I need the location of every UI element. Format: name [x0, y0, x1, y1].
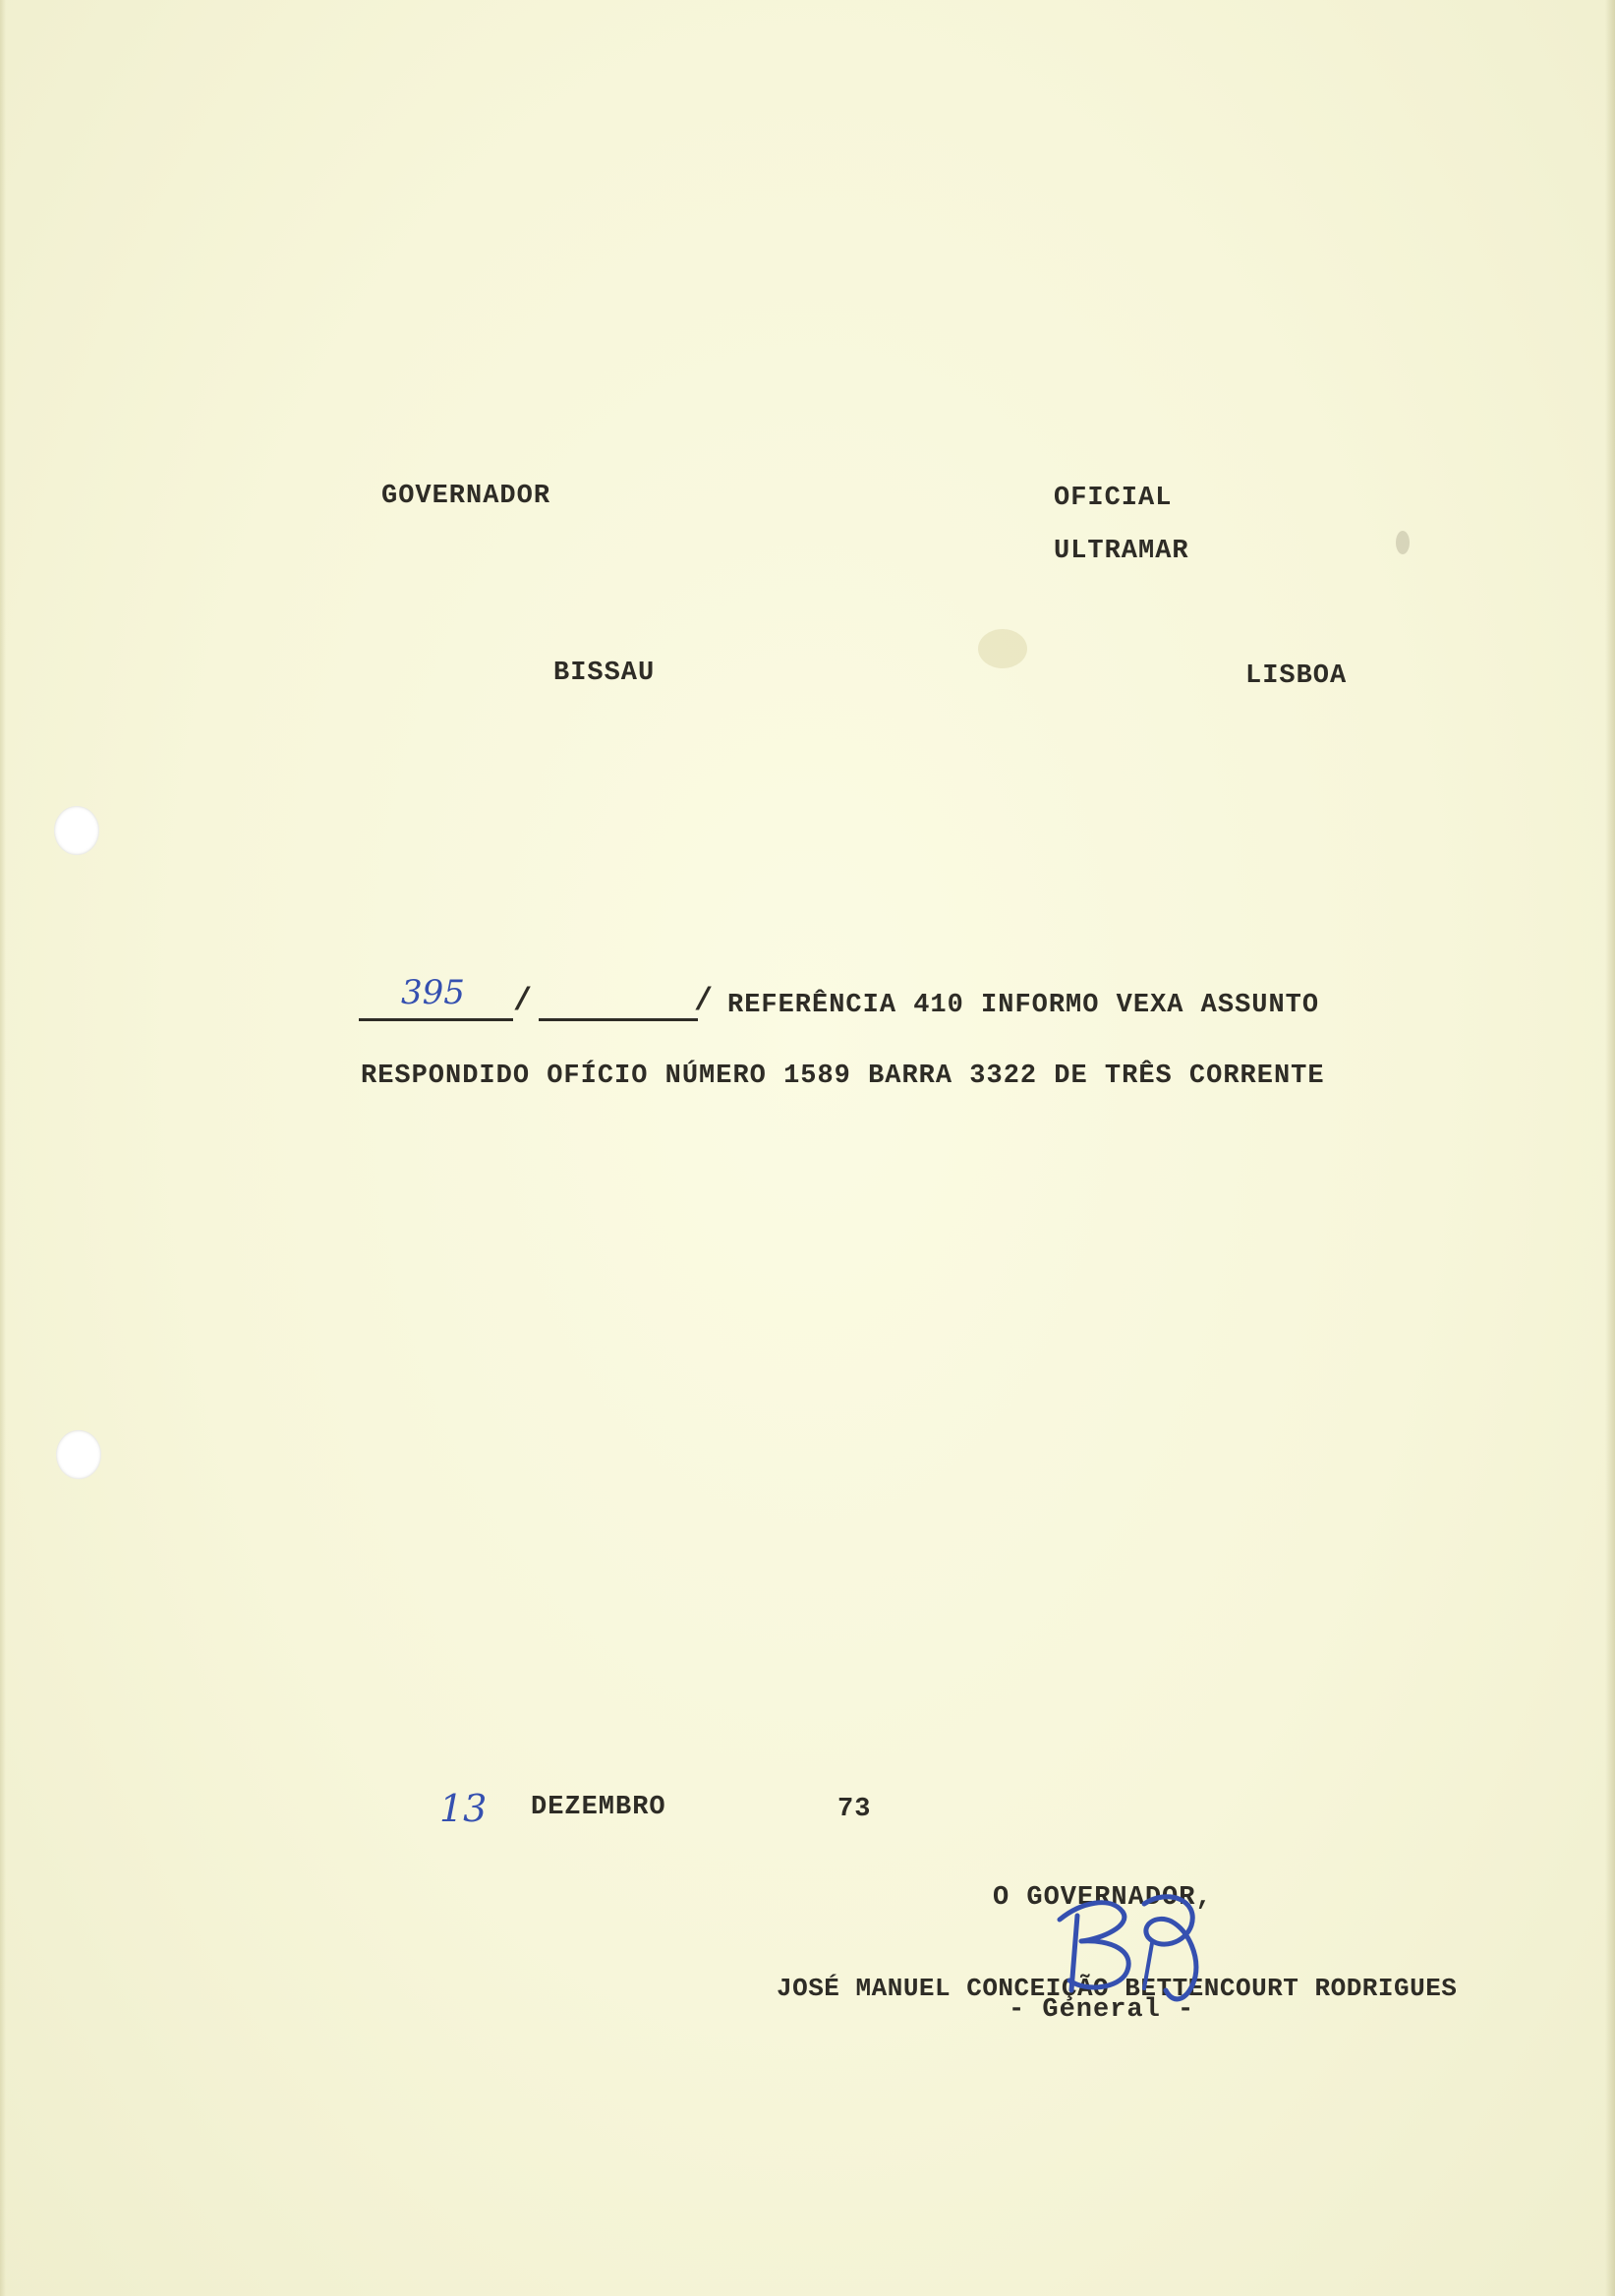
number-blank [359, 1018, 513, 1021]
second-blank [539, 1018, 698, 1021]
recipient-line-2: ULTRAMAR [1054, 537, 1189, 566]
date-month: DEZEMBRO [531, 1793, 666, 1822]
date-year: 73 [837, 1795, 872, 1824]
paper-stain [978, 629, 1027, 668]
recipient-line-1: OFICIAL [1054, 484, 1173, 513]
punch-hole-upper [54, 806, 99, 855]
message-line-2: RESPONDIDO OFÍCIO NÚMERO 1589 BARRA 3322 DE TRÊS CORRENTE [361, 1062, 1325, 1091]
signatory-rank: - General - [1009, 1995, 1195, 2025]
message-line-1: REFERÊNCIA 410 INFORMO VEXA ASSUNTO [727, 991, 1320, 1020]
paper-stain [1396, 531, 1410, 554]
separator-slash: / [513, 983, 533, 1019]
page-edge-right [1605, 0, 1615, 2296]
sender-place: BISSAU [553, 659, 656, 688]
punch-hole-lower [56, 1430, 101, 1479]
separator-slash: / [694, 983, 714, 1019]
handwritten-day: 13 [439, 1787, 488, 1830]
recipient-place: LISBOA [1245, 661, 1348, 691]
sender-title: GOVERNADOR [381, 482, 551, 511]
handwritten-number: 395 [401, 973, 465, 1012]
page-edge-left [0, 0, 6, 2296]
signatory-name: JOSÉ MANUEL CONCEIÇÃO BETTENCOURT RODRIGUES [777, 1974, 1458, 2003]
signature-closing: O GOVERNADOR, [993, 1883, 1213, 1913]
handwritten-signature [1042, 1882, 1229, 2010]
